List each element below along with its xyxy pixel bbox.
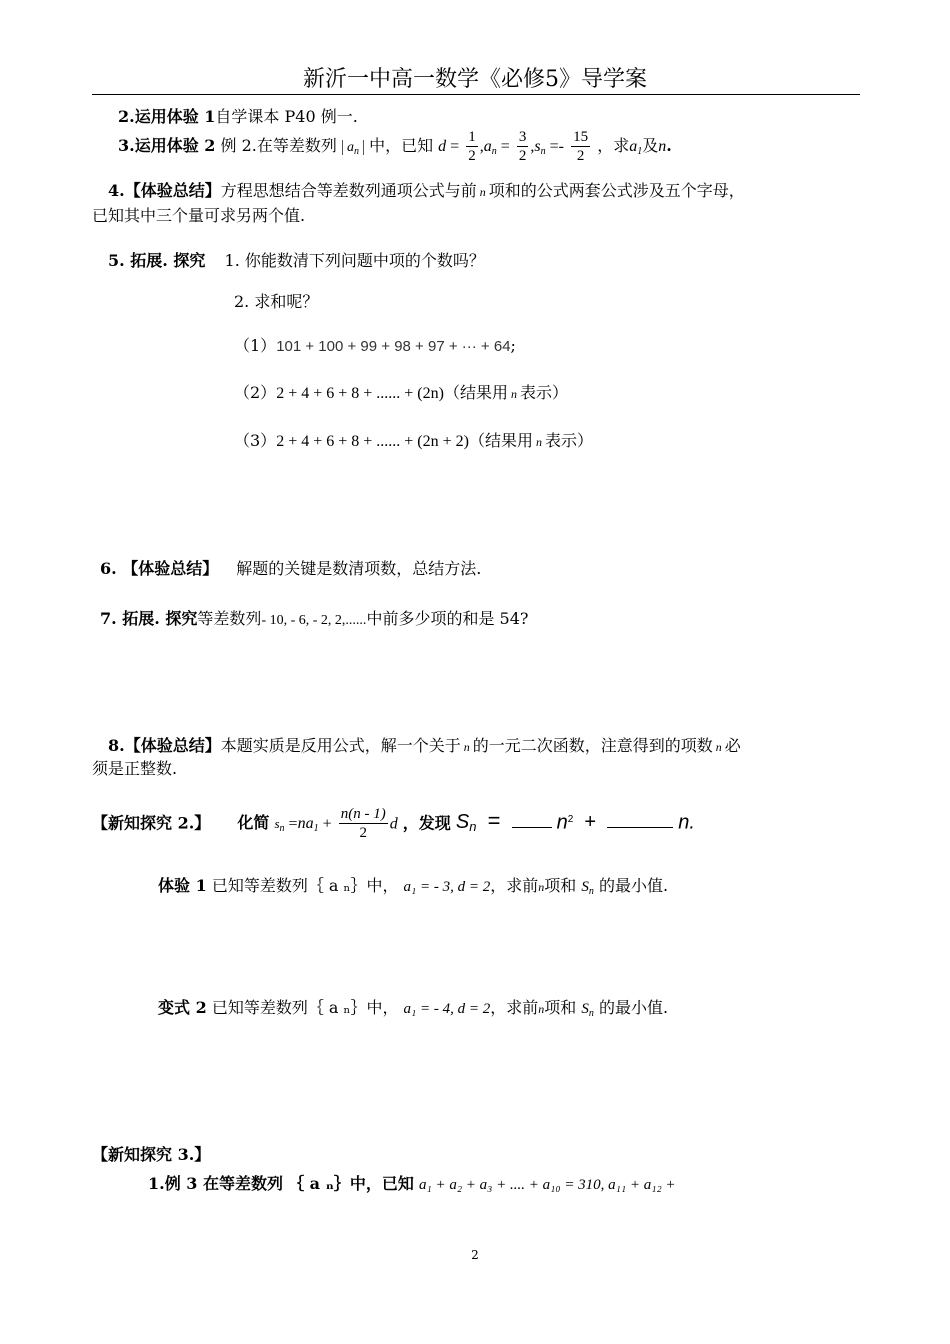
p3-note2: 表示） xyxy=(545,431,594,450)
var2-text4: 的最小值. xyxy=(598,998,669,1017)
item-8-line1: 8.【体验总结】本题实质是反用公式，解一个关于 n 的一元二次函数，注意得到的项数 n 必 xyxy=(108,736,741,755)
item-4-line1: 4.【体验总结】方程思想结合等差数列通项公式与前 n 项和的公式两套公式涉及五个字母， xyxy=(108,181,745,200)
blank-quadratic-coef[interactable] xyxy=(512,827,552,828)
item-7 xyxy=(100,606,528,629)
new-knowledge-2: 【新知探究 2.】 化简 $s_n =na_1$ + $\frac{n(n - 1)}{2}$ d ，发现 $S_n = n^2 + n$. xyxy=(92,806,695,842)
item-6-label: 6. 【体验总结】 xyxy=(100,559,219,578)
item-4-label: 4.【体验总结】 xyxy=(108,181,221,200)
ex1-label: 体验 1 xyxy=(158,876,207,895)
item-3-ask: ，求 xyxy=(597,136,630,155)
item-2 xyxy=(118,104,358,127)
var2-text1: 已知等差数列｛ a ₙ｝中， xyxy=(211,998,399,1017)
example-3 xyxy=(148,1170,676,1199)
item-4-line2: 已知其中三个量可求另两个值. xyxy=(92,206,306,225)
ex1-text1: 已知等差数列｛ a ₙ｝中， xyxy=(211,876,399,895)
new2-label: 【新知探究 2.】 xyxy=(92,813,211,833)
item-5-label: 5. 拓展. 探究 xyxy=(108,251,206,270)
header-rule xyxy=(92,94,860,95)
var2-cond: a₁ = - 4, d = 2 xyxy=(403,1001,491,1017)
new2-simplify: 化简 xyxy=(237,813,270,833)
page-header-title: 新沂一中高一数学《必修5》导学案 xyxy=(303,67,647,92)
experience-1: 体验 1 已知等差数列｛ a ₙ｝中， a₁ = - 3, d = 2，求前n项和 $S_n$ 的最小值. xyxy=(158,876,669,897)
item-7-text1: 等差数列 xyxy=(197,609,262,628)
new2-find: ，发现 xyxy=(402,813,451,833)
item-7-seq: - 10, - 6, - 2, 2,...... xyxy=(261,613,367,628)
seq-an-braces: $a_n$ xyxy=(342,140,364,155)
item-3-prefix: 例 2.在等差数列 xyxy=(220,136,337,155)
item-2-label: 2.运用体验 1 xyxy=(118,107,216,126)
item-6 xyxy=(100,556,481,579)
item-7-label: 7. 拓展. 探究 xyxy=(100,609,198,628)
item-8-line1b: 的一元二次函数，注意得到的项数 xyxy=(472,736,713,755)
item-3-mid: 中，已知 xyxy=(369,136,434,155)
frac-one-half: $\frac{1}{2}$ xyxy=(468,129,476,164)
item-5-q2: 2. 求和呢？ xyxy=(234,292,319,311)
var2-label: 变式 2 xyxy=(158,998,207,1017)
p3-note: （结果用 xyxy=(468,431,533,450)
p1-expr: 101 + 100 + 99 + 98 + 97 + ··· + 64 xyxy=(276,338,511,355)
item-2-text: 自学课本 P40 例一. xyxy=(215,107,358,126)
ex1-text3: 项和 xyxy=(544,876,577,895)
item-8-line1c: 必 xyxy=(724,736,741,755)
p1-label: （1） xyxy=(234,336,277,355)
p2-expr: 2 + 4 + 6 + 8 + ...... + (2n) xyxy=(276,385,444,402)
item-7-text2: 中前多少项的和是 54? xyxy=(366,609,529,628)
ex1-cond: a₁ = - 3, d = 2 xyxy=(403,879,491,895)
new-knowledge-3-label xyxy=(92,1142,210,1165)
item-4-text1b: 项和的公式两套公式涉及五个字母， xyxy=(488,181,745,200)
item-8-line1a: 本题实质是反用公式，解一个关于 xyxy=(220,736,461,755)
frac-three-half: $\frac{3}{2}$ xyxy=(518,129,527,164)
p2-note: （结果用 xyxy=(443,383,508,402)
item-8-line2: 须是正整数. xyxy=(92,759,178,778)
frac-sn-formula: $\frac{n(n - 1)}{2}$ xyxy=(340,806,386,842)
var2-text3: 项和 xyxy=(544,998,577,1017)
item-8-label: 8.【体验总结】 xyxy=(108,736,221,755)
blank-linear-coef[interactable] xyxy=(607,827,673,828)
page-number: 2 xyxy=(471,1248,479,1262)
cond-d: d xyxy=(438,138,447,155)
ex3-label: 1.例 3 在等差数列 xyxy=(148,1174,283,1193)
ex3-text: ｛ a ₙ｝中，已知 xyxy=(288,1174,414,1193)
item-3-end: . xyxy=(666,136,672,155)
item-5-p2: （2）2 + 4 + 6 + 8 + ...... + (2n)（结果用 n 表示） xyxy=(234,383,568,402)
item-5-p1: （1）101 + 100 + 99 + 98 + 97 + ··· + 64; xyxy=(234,336,516,355)
item-5-q1: 1. 你能数清下列问题中项的个数吗？ xyxy=(224,251,485,270)
ex1-text2: ，求前 xyxy=(490,876,539,895)
item-4-text1: 方程思想结合等差数列通项公式与前 xyxy=(220,181,477,200)
item-6-text: 解题的关键是数清项数，总结方法. xyxy=(236,559,482,578)
p3-label: （3） xyxy=(234,431,277,450)
var2-text2: ，求前 xyxy=(490,998,539,1017)
variant-2: 变式 2 已知等差数列｛ a ₙ｝中， a₁ = - 4, d = 2，求前n项和 $S_n$ 的最小值. xyxy=(158,998,669,1019)
item-3-label: 3.运用体验 2 xyxy=(118,136,216,155)
p2-note2: 表示） xyxy=(519,383,568,402)
item-5-p3: （3）2 + 4 + 6 + 8 + ...... + (2n + 2)（结果用 n 表示） xyxy=(234,431,594,450)
ex1-text4: 的最小值. xyxy=(598,876,669,895)
p3-expr: 2 + 4 + 6 + 8 + ...... + (2n + 2) xyxy=(276,433,469,450)
frac-fifteen-half: $\frac{15}{2}$ xyxy=(573,129,589,164)
new3-label: 【新知探究 3.】 xyxy=(92,1145,211,1164)
p2-label: （2） xyxy=(234,383,277,402)
item-5 xyxy=(108,248,485,271)
ex3-expr: a₁ + a₂ + a₃ + .... + a₁₀ = 310, a₁₁ + a₁₂ + xyxy=(419,1177,676,1193)
item-3-and: 及 xyxy=(642,136,659,155)
item-3: 3.运用体验 2 例 2.在等差数列 $a_n$ 中，已知 d = $\frac{1}{2}$ $,a_n$ = $\frac{3}{2}$ $,s_n$ =- $\frac{15}{2}$ ，求$a_1$及n. xyxy=(118,129,672,164)
